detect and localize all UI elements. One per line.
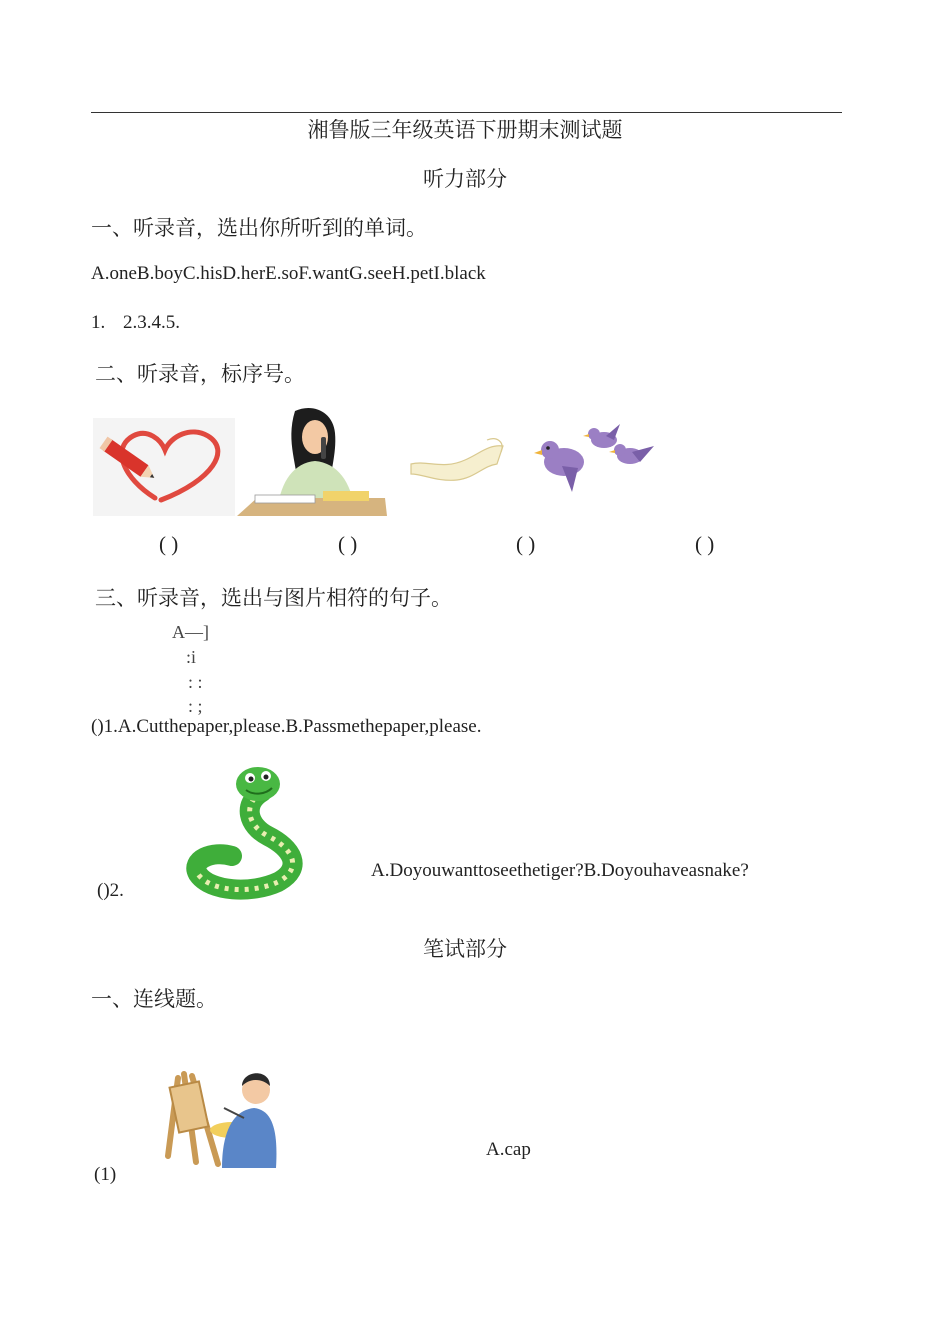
part3-question-2-number — [97, 880, 124, 901]
part2-heading: 二、听录音，标序号。 — [95, 362, 305, 386]
woman-phone-picture — [237, 403, 387, 516]
part1-heading: 一、听录音，选出你所听到的单词。 — [91, 216, 427, 240]
book — [323, 491, 369, 501]
part3-question-1: ()1.A.Cutthepaper,please.B.Passmethepaper,please. — [91, 716, 482, 737]
section-listening-heading: 听力部分 — [423, 167, 507, 191]
part3-heading — [95, 582, 452, 610]
paper-shape — [411, 446, 503, 481]
writing1-option-a: A.cap — [486, 1139, 531, 1160]
scan-mark-1: A—] — [172, 622, 209, 642]
paper-picture — [407, 434, 505, 486]
answer-blank-4[interactable]: ( ) — [695, 532, 715, 556]
header-rule — [91, 112, 842, 113]
phone — [321, 437, 326, 459]
document-title: 湘鲁版三年级英语下册期末测试题 — [307, 118, 623, 142]
answer-blank-1[interactable]: ( ) — [159, 532, 179, 556]
part3-question-2-options: A.Doyouwanttoseethetiger?B.Doyouhaveasnake? — [371, 860, 749, 881]
pencil-heart-picture — [93, 418, 235, 516]
answer-blank-2[interactable]: ( ) — [338, 532, 358, 556]
part1-word-options: A.oneB.boyC.hisD.herE.soF.wantG.seeH.petI.black — [91, 263, 486, 284]
notebook — [255, 495, 315, 503]
part3-question-2-number-text: ()2. — [97, 880, 124, 901]
bird-large — [534, 441, 584, 492]
scan-mark-2: :i — [186, 647, 197, 667]
snake-picture — [192, 764, 308, 894]
answer-blank-3[interactable]: ( ) — [516, 532, 536, 556]
painter-picture — [162, 1064, 280, 1168]
bird-small-top — [583, 424, 620, 448]
birds-picture — [532, 422, 656, 496]
section-writing-heading: 笔试部分 — [423, 937, 507, 961]
scan-mark-4: : ; — [188, 696, 203, 716]
part3-heading-text: 三、听录音，选出与图片相符的句子。 — [95, 586, 452, 610]
part1-number-rest: 2.3.4.5. — [123, 312, 180, 333]
bird-small-right — [609, 444, 654, 464]
scan-mark-3: : : — [188, 672, 203, 692]
snake-head — [236, 767, 280, 801]
painter-shirt — [222, 1108, 276, 1168]
writing1-heading: 一、连线题。 — [91, 987, 217, 1011]
writing1-item-number: (1) — [94, 1164, 117, 1185]
canvas — [170, 1081, 209, 1132]
part1-number-first: 1. — [91, 312, 106, 333]
snake-body — [196, 792, 292, 890]
